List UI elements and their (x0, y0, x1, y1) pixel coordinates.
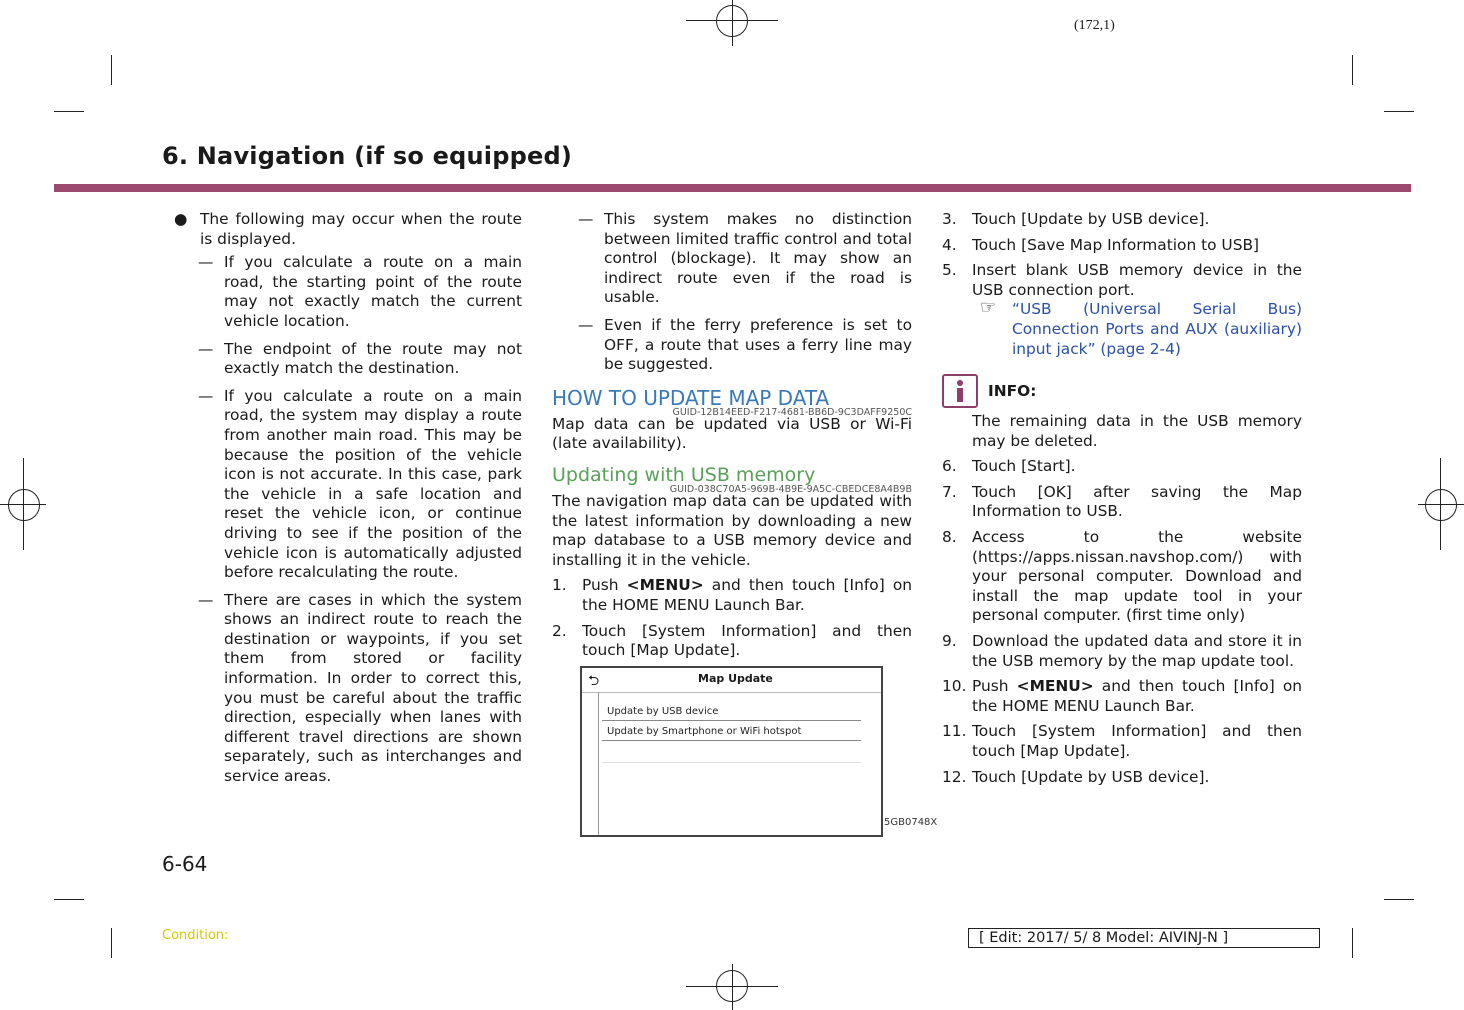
subheading-guid: GUID-038C70A5-969B-4B9E-9A5C-CBEDCE8A4B9B (669, 483, 912, 495)
step-item (942, 768, 1302, 788)
step-item (942, 677, 1302, 716)
step-number: 8. (942, 527, 957, 546)
step-text: Touch [Update by USB device]. (972, 767, 1210, 786)
step-item (552, 576, 912, 615)
step-number: 3. (942, 210, 957, 228)
reference-link[interactable]: “USB (Universal Serial Bus) Connection Ports and AUX (auxiliary) input jack” (page 2-4) (1012, 300, 1302, 358)
step-number: 5. (942, 261, 957, 280)
screen-title: Map Update (698, 672, 773, 685)
back-arrow-icon[interactable]: ⮌ (588, 673, 600, 689)
dash-item: — There are cases in which the system shows an indirect route to reach the destination or waypoints, if you set them from stored or facility information. In order to correct this, you must be careful about the traffic direction, especially when lanes with different travel directions are shown separately, such as interchanges and service areas. (198, 590, 522, 786)
page-number: 6-64 (162, 852, 208, 876)
dash-item: — The endpoint of the route may not exactly match the destination. (198, 339, 522, 378)
dash-item: — If you calculate a route on a main road, the starting point of the route may not exactly match the current vehicle location. (198, 253, 522, 330)
step-number: 6. (942, 457, 957, 476)
step-text: Push (582, 576, 627, 595)
column-2 (552, 210, 912, 661)
step-text: Access to the website (https://apps.nissan.navshop.com/) with your personal computer. Download and install the map update tool in your personal computer. (first time only) (972, 527, 1302, 625)
screen-header (582, 668, 881, 693)
step-text: Touch [OK] after saving the Map Information to USB. (972, 482, 1302, 521)
step-item (942, 632, 1302, 671)
section-heading-block (552, 385, 912, 418)
header-rule (54, 184, 1411, 192)
step-text: Touch [System Information] and then touch [Map Update]. (972, 722, 1302, 760)
step-number: 9. (942, 631, 957, 650)
step-item (942, 483, 1302, 522)
dash-text: Even if the ferry preference is set to OFF, a route that uses a ferry line may be suggested. (604, 315, 912, 374)
dash-text: This system makes no distinction between limited traffic control and total control (blockage). It may show an indirect route even if the road is usable. (604, 210, 912, 307)
step-text: Download the updated data and store it in the USB memory by the map update tool. (972, 631, 1302, 670)
subsection-heading: Updating with USB memory (552, 463, 816, 486)
subsection-text: The navigation map data can be updated with the latest information by downloading a new map database to a USB memory device and installing it in the vehicle. (552, 491, 912, 569)
column-3-lower (942, 412, 1302, 787)
step-item (942, 236, 1302, 256)
step-number: 4. (942, 235, 957, 254)
bullet-dot-icon: ● (174, 210, 188, 228)
step-number: 7. (942, 482, 957, 501)
edit-info: [ Edit: 2017/ 5/ 8 Model: AIVINJ-N ] (968, 928, 1320, 948)
step-item (942, 210, 1302, 230)
screen-divider (598, 692, 599, 835)
reference-block (942, 297, 1302, 359)
subsection-heading-block (552, 463, 912, 495)
map-update-screen (580, 666, 883, 837)
step-text: and then touch [Info] on the HOME MENU Launch Bar. (582, 576, 912, 614)
step-number: 2. (552, 621, 567, 640)
dash-text: The endpoint of the route may not exactly match the destination. (224, 339, 522, 378)
dash-text: If you calculate a route on a main road, the system may display a route from another main road. This may be because the position of the vehicle icon is not accurate. In this case, park the vehicle in a safe location and reset the vehicle icon, or continue driving to see if the position of the vehicle icon is automatically adjusted before recalculating the route. (224, 386, 522, 582)
menu-item-usb[interactable]: Update by USB device (607, 706, 719, 717)
step-item (942, 457, 1302, 477)
step-number: 10. (942, 677, 967, 696)
step-text: Touch [Save Map Information to USB] (972, 235, 1260, 254)
heading-guid: GUID-12B14EED-F217-4681-BB6D-9C3DAFF9250C (672, 406, 912, 418)
step-item (942, 528, 1302, 626)
info-icon (942, 374, 978, 408)
bullet-text: The following may occur when the route is displayed. (200, 210, 522, 248)
dash-item: — This system makes no distinction between limited traffic control and total control (blockage). It may show an indirect route even if the road is usable. (578, 210, 912, 307)
step-item (942, 261, 1302, 300)
menu-key: <MENU> (1016, 677, 1094, 696)
step-text: Insert blank USB memory device in the USB connection port. (972, 261, 1302, 299)
section-text: Map data can be updated via USB or Wi-Fi (late availability). (552, 414, 912, 453)
pointing-hand-icon: ☞ (980, 297, 997, 319)
page-reference: (172,1) (1074, 18, 1115, 33)
section-heading: HOW TO UPDATE MAP DATA (552, 385, 830, 410)
chapter-title: 6. Navigation (if so equipped) (162, 142, 573, 170)
dash-text: If you calculate a route on a main road, the starting point of the route may not exactly match the current vehicle location. (224, 253, 522, 330)
step-number: 11. (942, 722, 967, 741)
step-number: 12. (942, 767, 967, 786)
info-text: The remaining data in the USB memory may be deleted. (972, 412, 1302, 450)
step-text: Touch [Start]. (972, 457, 1076, 476)
step-text: Touch [Update by USB device]. (972, 210, 1210, 228)
dash-item: — If you calculate a route on a main road, the system may display a route from another main road. This may be because the position of the vehicle icon is not accurate. In this case, park the vehicle in a safe location and reset the vehicle icon, or continue driving to see if the position of the vehicle icon is automatically adjusted before recalculating the route. (198, 386, 522, 582)
info-label: INFO: (988, 382, 1037, 400)
row-divider (602, 720, 861, 721)
dash-item: — Even if the ferry preference is set to OFF, a route that uses a ferry line may be suggested. (578, 315, 912, 374)
bullet-item (162, 210, 522, 249)
column-3 (942, 210, 1302, 359)
step-text: Push (972, 677, 1017, 696)
menu-key: <MENU> (626, 576, 704, 595)
row-divider (602, 740, 861, 741)
step-number: 1. (552, 576, 567, 595)
image-code: 5GB0748X (884, 817, 938, 828)
step-item (552, 622, 912, 661)
column-1 (162, 210, 522, 787)
step-item (942, 722, 1302, 761)
row-divider (602, 762, 861, 763)
condition-label: Condition: (162, 928, 229, 943)
step-text: Touch [System Information] and then touch [Map Update]. (582, 621, 912, 660)
dash-text: There are cases in which the system shows an indirect route to reach the destination or waypoints, if you set them from stored or facility information. In order to correct this, you must be careful about the traffic direction, especially when lanes with different travel directions are shown separately, such as interchanges and service areas. (224, 590, 522, 786)
menu-item-smartphone[interactable]: Update by Smartphone or WiFi hotspot (607, 726, 802, 737)
step-text: and then touch [Info] on the HOME MENU Launch Bar. (972, 677, 1302, 715)
